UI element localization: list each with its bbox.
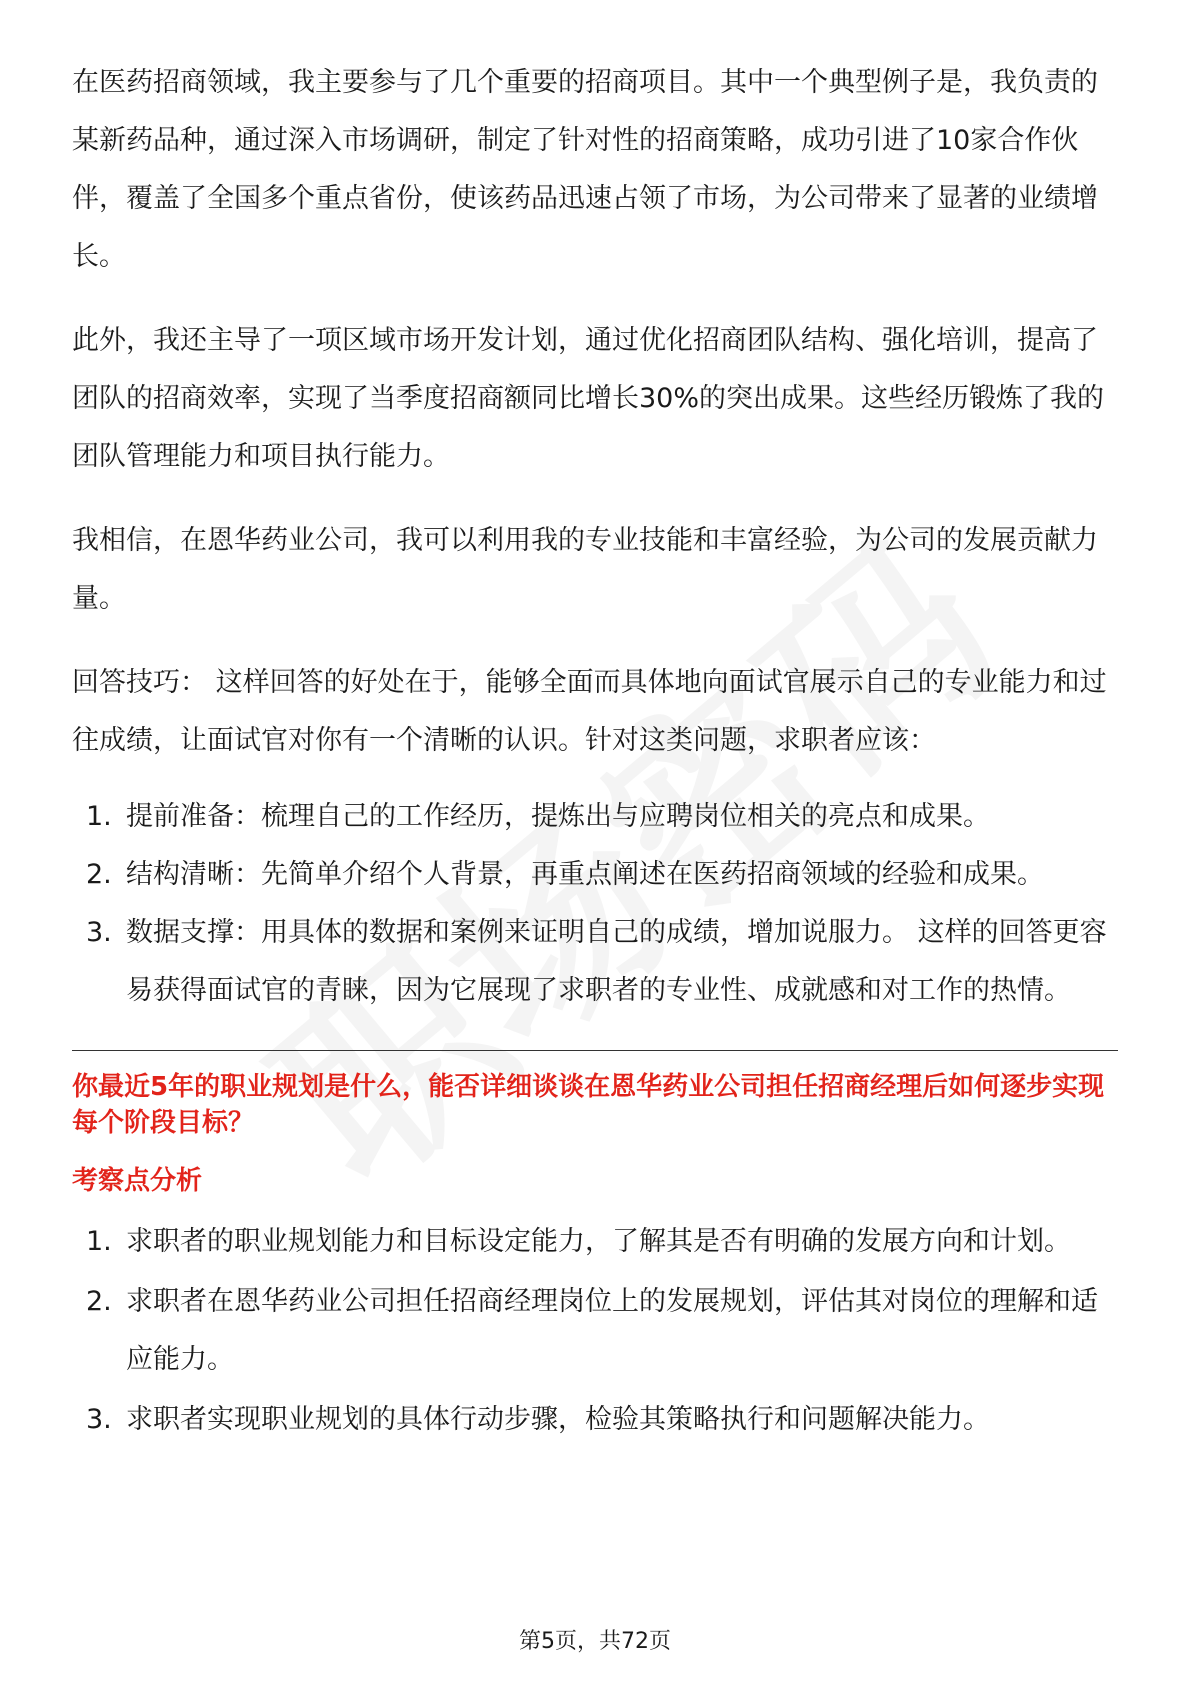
analysis-list <box>72 1213 1118 1449</box>
section-divider <box>72 1050 1118 1051</box>
paragraph-contribution: 我相信，在恩华药业公司，我可以利用我的专业技能和丰富经验，为公司的发展贡献力量。 <box>72 525 1098 614</box>
list-item: 2. 结构清晰：先简单介绍个人背景，再重点阐述在医药招商领域的经验和成果。 <box>86 859 1044 890</box>
list-item: 3. 求职者实现职业规划的具体行动步骤，检验其策略执行和问题解决能力。 <box>86 1404 990 1435</box>
list-item: 3. 数据支撑：用具体的数据和案例来证明自己的成绩，增加说服力。 这样的回答更容易获得面试官的青睐，因为它展现了求职者的专业性、成就感和对工作的热情。 <box>86 917 1107 1006</box>
list-item: 2. 求职者在恩华药业公司担任招商经理岗位上的发展规划，评估其对岗位的理解和适应能力。 <box>86 1286 1098 1375</box>
page-number: 第5页，共72页 <box>519 1629 671 1654</box>
analysis-heading: 考察点分析 <box>72 1166 203 1196</box>
question-heading: 你最近5年的职业规划是什么，能否详细谈谈在恩华药业公司担任招商经理后如何逐步实现每个阶段目标？ <box>72 1072 1105 1138</box>
paragraph-experience: 在医药招商领域，我主要参与了几个重要的招商项目。其中一个典型例子是，我负责的某新药品种，通过深入市场调研，制定了针对性的招商策略，成功引进了10家合作伙伴，覆盖了全国多个重点省份，使该药品迅速占领了市场，为公司带来了显著的业绩增长。 <box>72 67 1098 272</box>
tips-list <box>72 788 1118 1020</box>
list-item: 1. 提前准备：梳理自己的工作经历，提炼出与应聘岗位相关的亮点和成果。 <box>86 801 990 832</box>
paragraph-regional-plan: 此外，我还主导了一项区域市场开发计划，通过优化招商团队结构、强化培训，提高了团队的招商效率，实现了当季度招商额同比增长30%的突出成果。这些经历锻炼了我的团队管理能力和项目执行能力。 <box>72 325 1105 472</box>
list-item: 1. 求职者的职业规划能力和目标设定能力，了解其是否有明确的发展方向和计划。 <box>86 1226 1071 1257</box>
paragraph-answer-tips: 回答技巧： 这样回答的好处在于，能够全面而具体地向面试官展示自己的专业能力和过往成绩，让面试官对你有一个清晰的认识。针对这类问题，求职者应该： <box>72 667 1107 756</box>
page-content <box>72 54 1118 1451</box>
